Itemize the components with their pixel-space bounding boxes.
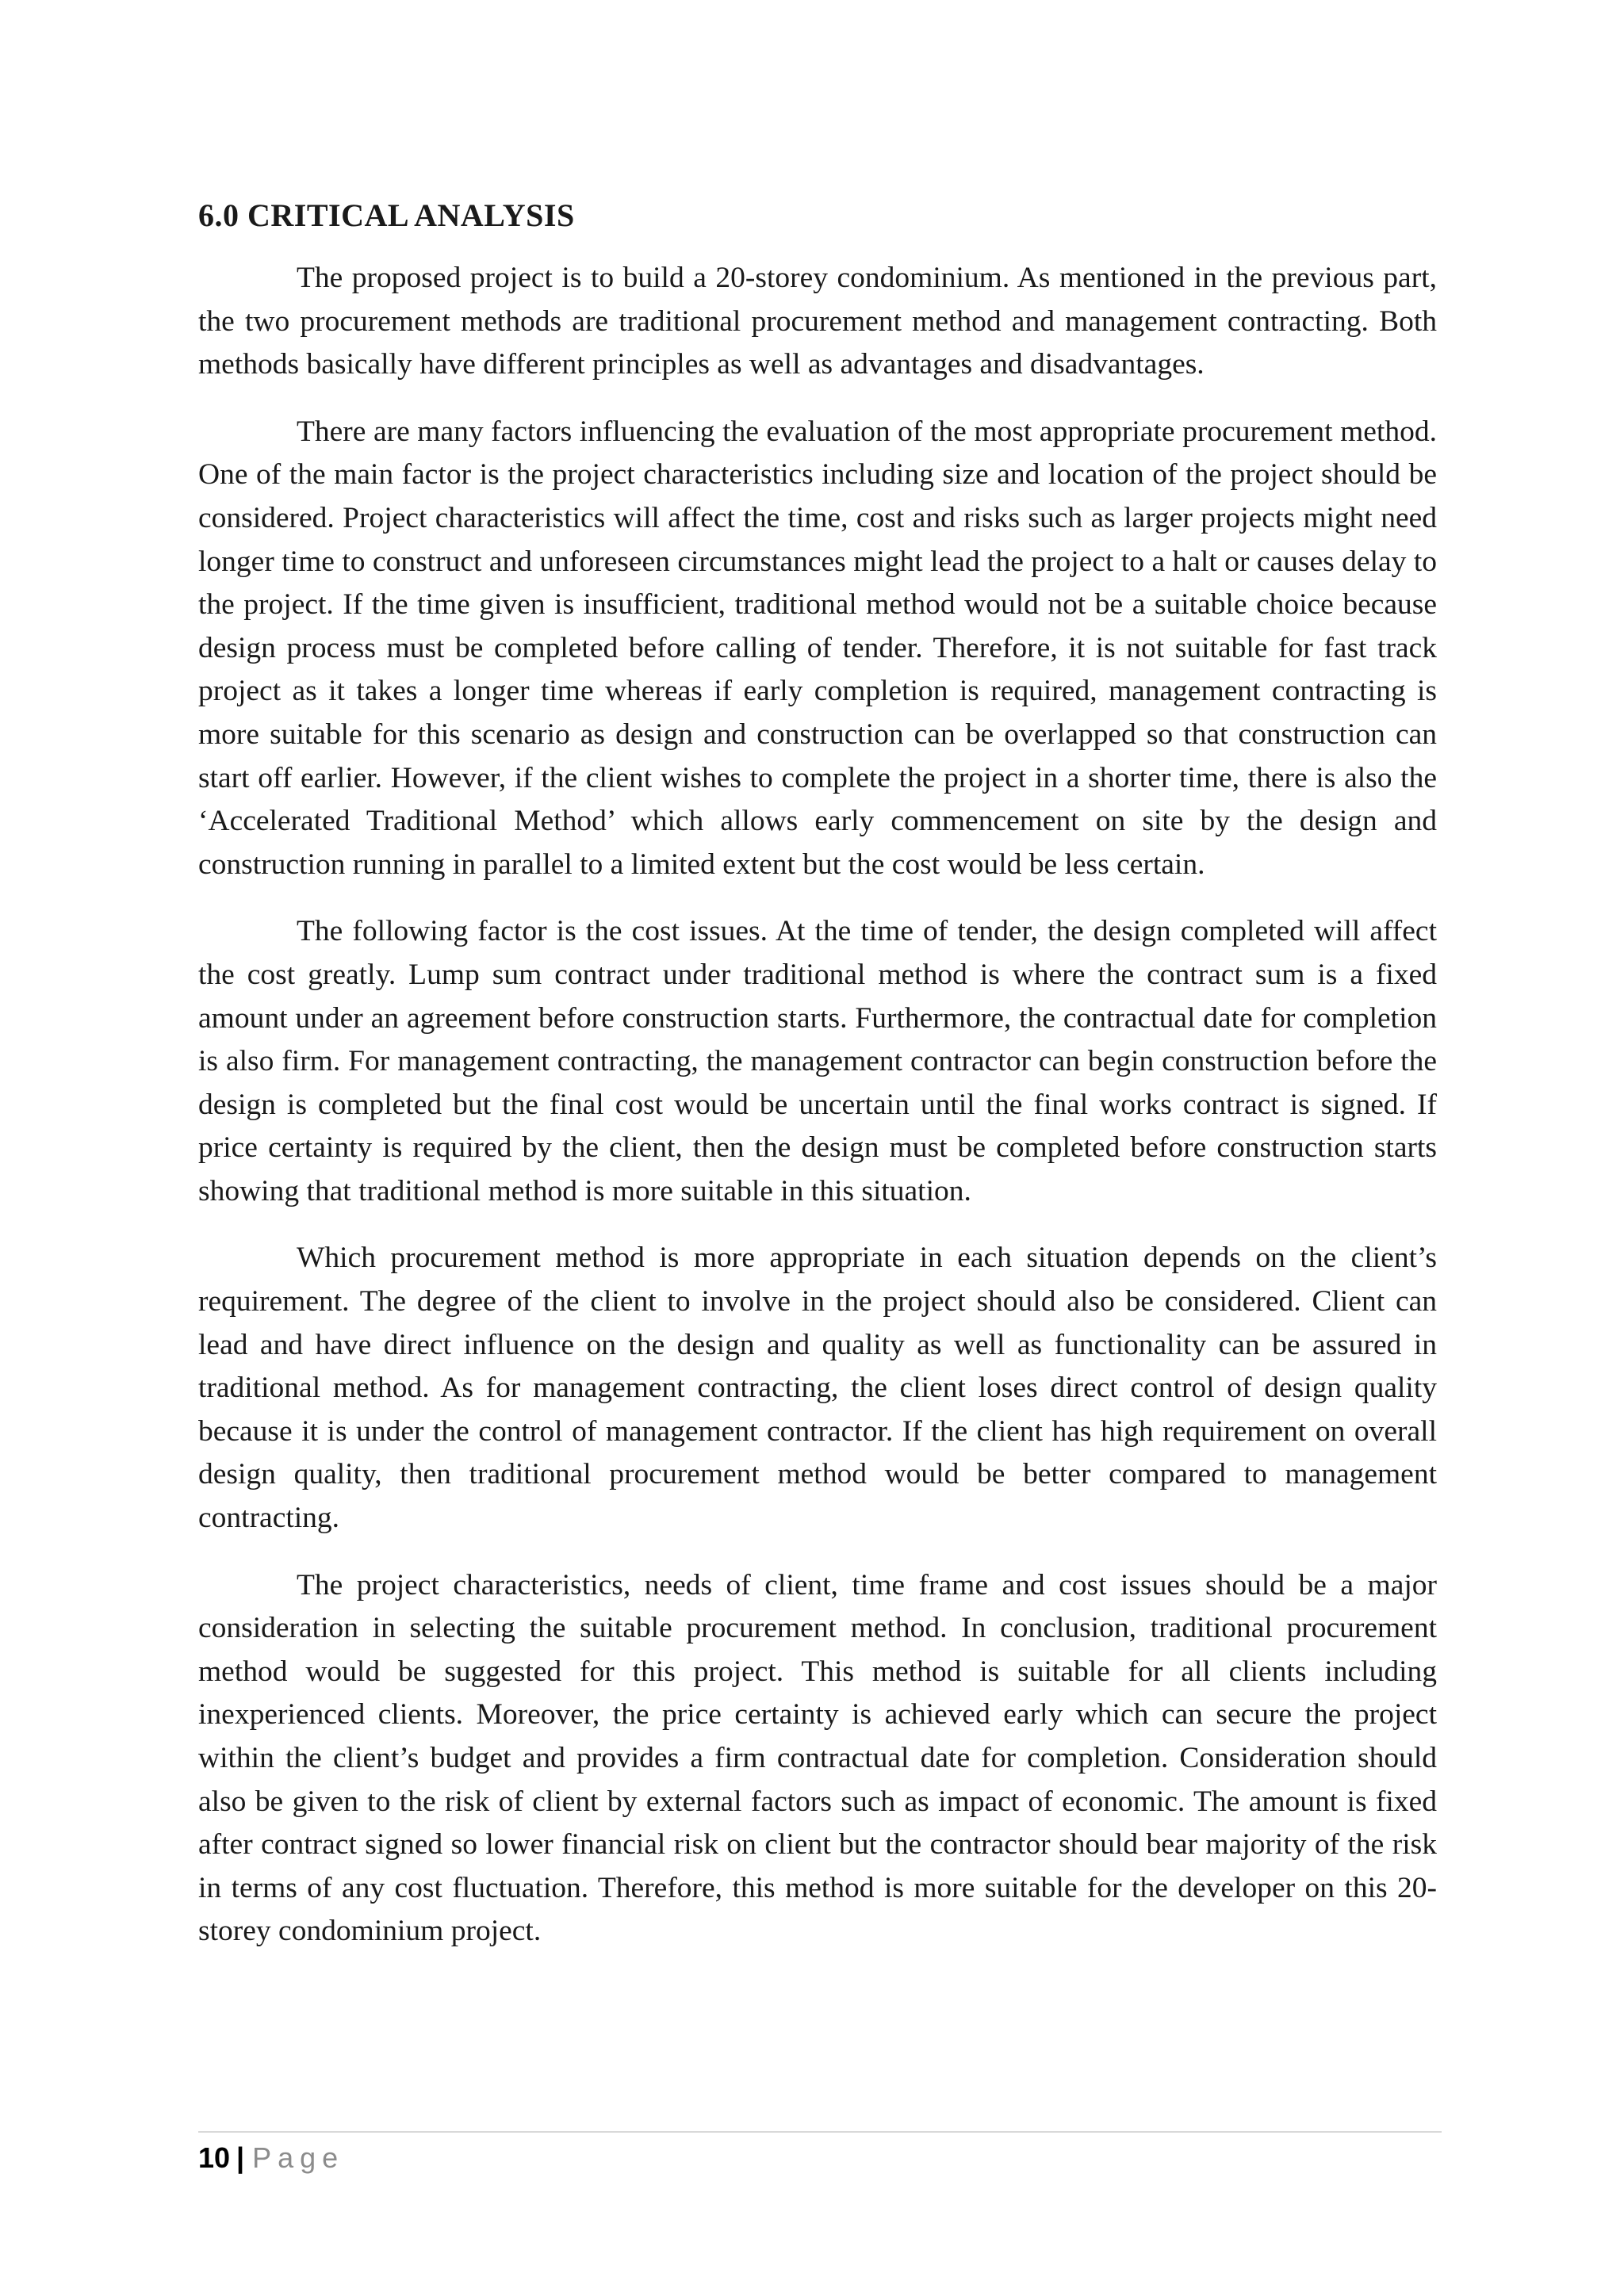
paragraph-cost-issues: The following factor is the cost issues. At the time of tender, the design completed will affect the cost greatly. Lump sum contract under traditional method is where the contract sum is a fixed amount under an agreement before construction starts. Furthermore, the contractual date for completion is also firm. For management contracting, the management contractor can begin construction before the design is completed but the final cost would be uncertain until the final works contract is signed. If price certainty is required by the client, then the design must be completed before construction starts showing that traditional method is more suitable in this situation. <box>198 915 1437 1207</box>
page-label: Page <box>252 2141 345 2174</box>
page-body <box>198 197 1437 1977</box>
section-heading: 6.0 CRITICAL ANALYSIS <box>198 197 575 233</box>
page-footer <box>198 2140 344 2176</box>
footer-separator: | <box>236 2141 245 2174</box>
paragraph-project-characteristics: There are many factors influencing the evaluation of the most appropriate procurement method. One of the main factor is the project characteristics including size and location of the project should be considered. Project characteristics will affect the time, cost and risks such as larger projects might need longer time to construct and unforeseen circumstances might lead the project to a halt or causes delay to the project. If the time given is insufficient, traditional method would not be a suitable choice because design process must be completed before calling of tender. Therefore, it is not suitable for fast track project as it takes a longer time whereas if early completion is required, management contracting is more suitable for this scenario as design and construction can be overlapped so that construction can start off earlier. However, if the client wishes to complete the project in a shorter time, there is also the ‘Accelerated Traditional Method’ which allows early commencement on site by the design and construction running in parallel to a limited extent but the cost would be less certain. <box>198 415 1437 881</box>
page-number: 10 <box>198 2141 231 2174</box>
footer-divider <box>198 2131 1442 2133</box>
paragraph-conclusion: The project characteristics, needs of client, time frame and cost issues should be a major consideration in selecting the suitable procurement method. In conclusion, traditional procurement method would be suggested for this project. This method is suitable for all clients including inexperienced clients. Moreover, the price certainty is achieved early which can secure the project within the client’s budget and provides a firm contractual date for completion. Consideration should also be given to the risk of client by external factors such as impact of economic. The amount is fixed after contract signed so lower financial risk on client but the contractor should bear majority of the risk in terms of any cost fluctuation. Therefore, this method is more suitable for the developer on this 20-storey condominium project. <box>198 1568 1437 1948</box>
paragraph-intro: The proposed project is to build a 20-storey condominium. As mentioned in the previous part, the two procurement methods are traditional procurement method and management contracting. Both methods basically have different principles as well as advantages and disadvantages. <box>198 262 1437 381</box>
paragraph-client-requirement: Which procurement method is more appropriate in each situation depends on the client’s requirement. The degree of the client to involve in the project should also be considered. Client can lead and have direct influence on the design and quality as well as functionality can be assured in traditional method. As for management contracting, the client loses direct control of design quality because it is under the control of management contractor. If the client has high requirement on overall design quality, then traditional procurement method would be better compared to management contracting. <box>198 1242 1437 1535</box>
